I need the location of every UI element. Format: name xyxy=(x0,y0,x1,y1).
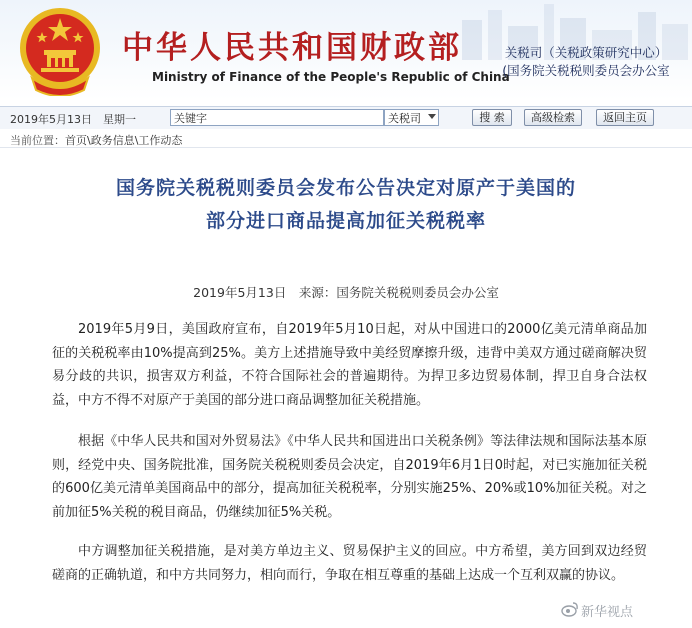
breadcrumb-path[interactable]: 首页\政务信息\工作动态 xyxy=(65,134,183,147)
department-line-1: 关税司（关税政策研究中心） xyxy=(504,45,668,60)
department-line-2: (国务院关税税则委员会办公室 xyxy=(502,63,670,78)
department-select-value: 关税司 xyxy=(388,112,421,125)
department-select[interactable] xyxy=(384,109,439,126)
watermark-text: 新华视点 xyxy=(581,605,634,620)
chevron-down-icon xyxy=(428,114,436,119)
site-header xyxy=(0,0,692,100)
search-button[interactable]: 搜 索 xyxy=(472,109,512,126)
breadcrumb-label: 当前位置： xyxy=(10,134,65,147)
breadcrumb xyxy=(0,129,692,148)
search-input[interactable] xyxy=(170,109,384,126)
search-toolbar xyxy=(0,106,692,130)
current-date: 2019年5月13日 星期一 xyxy=(10,113,136,126)
article-title-line-2: 部分进口商品提高加征关税税率 xyxy=(205,210,486,232)
article-paragraph-1: 2019年5月9日，美国政府宣布，自2019年5月10日起，对从中国进口的2000亿美元清单商品加征的关税税率由10%提高到25%。美方上述措施导致中美经贸摩擦升级，违背中美双方通过磋商解决贸易分歧的共识，损害双方利益，不符合国际社会的普遍期待。为捍卫多边贸易体制，捍卫自身合法权益，中方不得不对原产于美国的部分进口商品调整加征关税措施。 xyxy=(52,322,647,408)
ministry-name-cn: 中华人民共和国财政部 xyxy=(122,30,462,66)
weibo-icon xyxy=(561,601,579,617)
back-home-button[interactable]: 返回主页 xyxy=(596,109,654,126)
article-paragraph-2: 根据《中华人民共和国对外贸易法》《中华人民共和国进出口关税条例》等法律法规和国际法基本原则，经党中央、国务院批准，国务院关税税则委员会决定，自2019年6月1日0时起，对已实施加征关税的600亿美元清单美国商品中的部分，提高加征关税税率，分别实施25%、20%或10%加征关税。对之前加征5%关税的税目商品，仍继续加征5%关税。 xyxy=(52,434,647,520)
department-name xyxy=(486,44,686,80)
article-meta: 2019年5月13日 来源：国务院关税税则委员会办公室 xyxy=(193,285,499,300)
breadcrumb-text xyxy=(10,132,182,148)
article-paragraph-3: 中方调整加征关税措施，是对美方单边主义、贸易保护主义的回应。中方希望，美方回到双边经贸磋商的正确轨道，和中方共同努力，相向而行，争取在相互尊重的基础上达成一个互利双赢的协议。 xyxy=(52,544,647,583)
national-emblem-icon xyxy=(18,6,102,96)
ministry-name-en: Ministry of Finance of the People's Republic of China xyxy=(152,70,510,84)
advanced-search-button[interactable]: 高级检索 xyxy=(524,109,582,126)
article-title-line-1: 国务院关税税则委员会发布公告决定对原产于美国的 xyxy=(115,177,576,199)
